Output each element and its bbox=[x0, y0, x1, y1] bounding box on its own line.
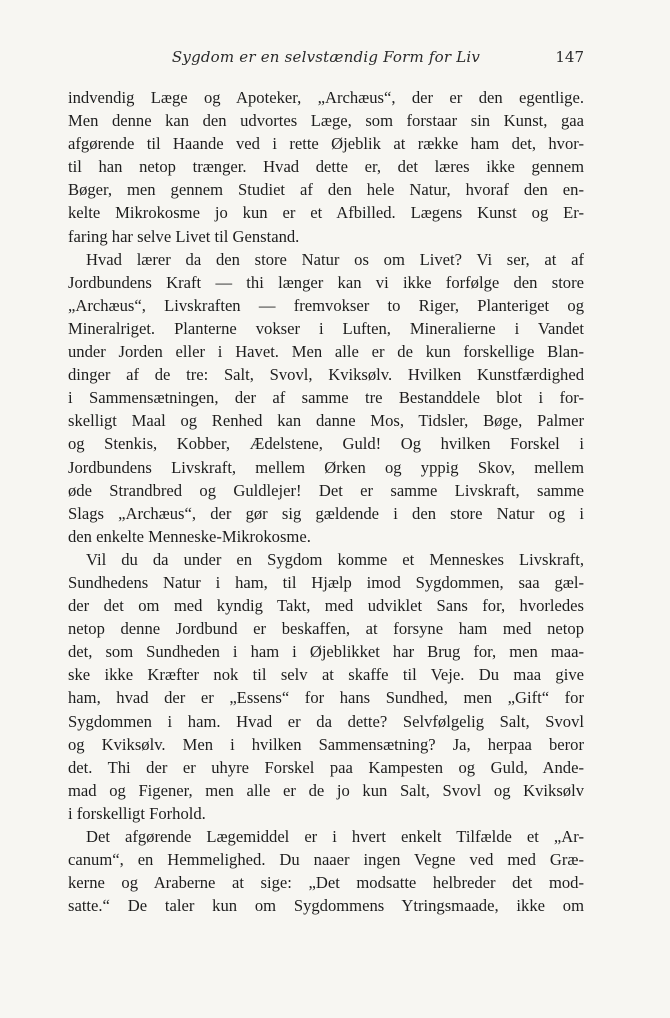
text-line: kerne og Araberne at sige: „Det modsatte helbreder det mod- bbox=[68, 873, 584, 893]
text-line: ske ikke Kræfter nok til selv at skaffe til Veje. Du maa give bbox=[68, 665, 584, 685]
text-line: Bøger, men gennem Studiet af den hele Natur, hvoraf den en- bbox=[68, 180, 584, 200]
text-line: under Jorden eller i Havet. Men alle er de kun forskellige Blan- bbox=[68, 342, 584, 362]
text-line: til han netop trænger. Hvad dette er, det læres ikke gennem bbox=[68, 157, 584, 177]
text-line: den enkelte Menneske-Mikrokosme. bbox=[68, 526, 311, 546]
page-header bbox=[68, 48, 584, 70]
text-line: faring har selve Livet til Genstand. bbox=[68, 226, 300, 246]
text-line: Slags „Archæus“, der gør sig gældende i den store Natur og i bbox=[68, 503, 584, 523]
text-line: satte.“ De taler kun om Sygdommens Ytringsmaade, ikke om bbox=[68, 896, 584, 916]
text-line: det. Thi der er uhyre Forskel paa Kampesten og Guld, Ande- bbox=[68, 757, 584, 777]
text-line: og Stenkis, Kobber, Ædelstene, Guld! Og hvilken Forskel i bbox=[68, 434, 584, 454]
text-line: Det afgørende Lægemiddel er i hvert enkelt Tilfælde et „Ar- bbox=[86, 827, 584, 846]
text-line: Jordbundens Livskraft, mellem Ørken og yppig Skov, mellem bbox=[68, 457, 584, 477]
text-line: canum“, en Hemmelighed. Du naaer ingen Vegne ved med Græ- bbox=[68, 850, 584, 870]
text-line: Sygdommen i ham. Hvad er da dette? Selvfølgelig Salt, Svovl bbox=[68, 711, 584, 731]
text-line: dinger af de tre: Salt, Svovl, Kviksølv. Hvilken Kunstfærdighed bbox=[68, 365, 584, 385]
text-line: kelte Mikrokosme jo kun er et Afbilled. Lægens Kunst og Er- bbox=[68, 203, 584, 223]
text-line: skelligt Maal og Renhed kan danne Mos, Tidsler, Bøge, Palmer bbox=[68, 411, 584, 431]
running-title: Sygdom er en selvstændig Form for Liv bbox=[171, 48, 481, 66]
text-line: afgørende til Haande ved i rette Øjeblik at række ham det, hvor- bbox=[68, 134, 584, 154]
text-line: øde Strandbred og Guldlejer! Det er samme Livskraft, samme bbox=[68, 480, 584, 500]
text-line: det, som Sundheden i ham i Øjeblikket har Brug for, men maa- bbox=[68, 642, 584, 662]
text-line: ham, hvad der er „Essens“ for hans Sundhed, men „Gift“ for bbox=[68, 688, 584, 708]
text-line: indvendig Læge og Apoteker, „Archæus“, der er den egentlige. bbox=[68, 88, 584, 107]
text-line: og Kviksølv. Men i hvilken Sammensætning? Ja, herpaa beror bbox=[68, 734, 584, 754]
text-line: Hvad lærer da den store Natur os om Livet? Vi ser, at af bbox=[86, 249, 584, 269]
text-line: „Archæus“, Livskraften — fremvokser to Riger, Planteriget og bbox=[68, 295, 584, 315]
text-line: i forskelligt Forhold. bbox=[68, 803, 206, 823]
text-line: Sundhedens Natur i ham, til Hjælp imod Sygdommen, saa gæl- bbox=[68, 572, 584, 592]
text-line: i Sammensætningen, der af samme tre Bestanddele blot i for- bbox=[68, 388, 584, 408]
text-line: Jordbundens Kraft — thi længer kan vi ikke forfølge den store bbox=[68, 272, 584, 292]
text-line: Vil du da under en Sygdom komme et Menneskes Livskraft, bbox=[86, 549, 584, 569]
text-line: der det om med kyndig Takt, med udviklet Sans for, hvorledes bbox=[68, 596, 584, 616]
text-line: mad og Figener, men alle er de jo kun Salt, Svovl og Kviksølv bbox=[68, 780, 584, 800]
text-line: Mineralriget. Planterne vokser i Luften, Mineralierne i Vandet bbox=[68, 318, 584, 338]
text-line: netop denne Jordbund er beskaffen, at forsyne ham med netop bbox=[68, 619, 584, 639]
body-text bbox=[68, 86, 584, 917]
page-number: 147 bbox=[555, 48, 584, 66]
text-line: Men denne kan den udvortes Læge, som forstaar sin Kunst, gaa bbox=[68, 111, 584, 131]
